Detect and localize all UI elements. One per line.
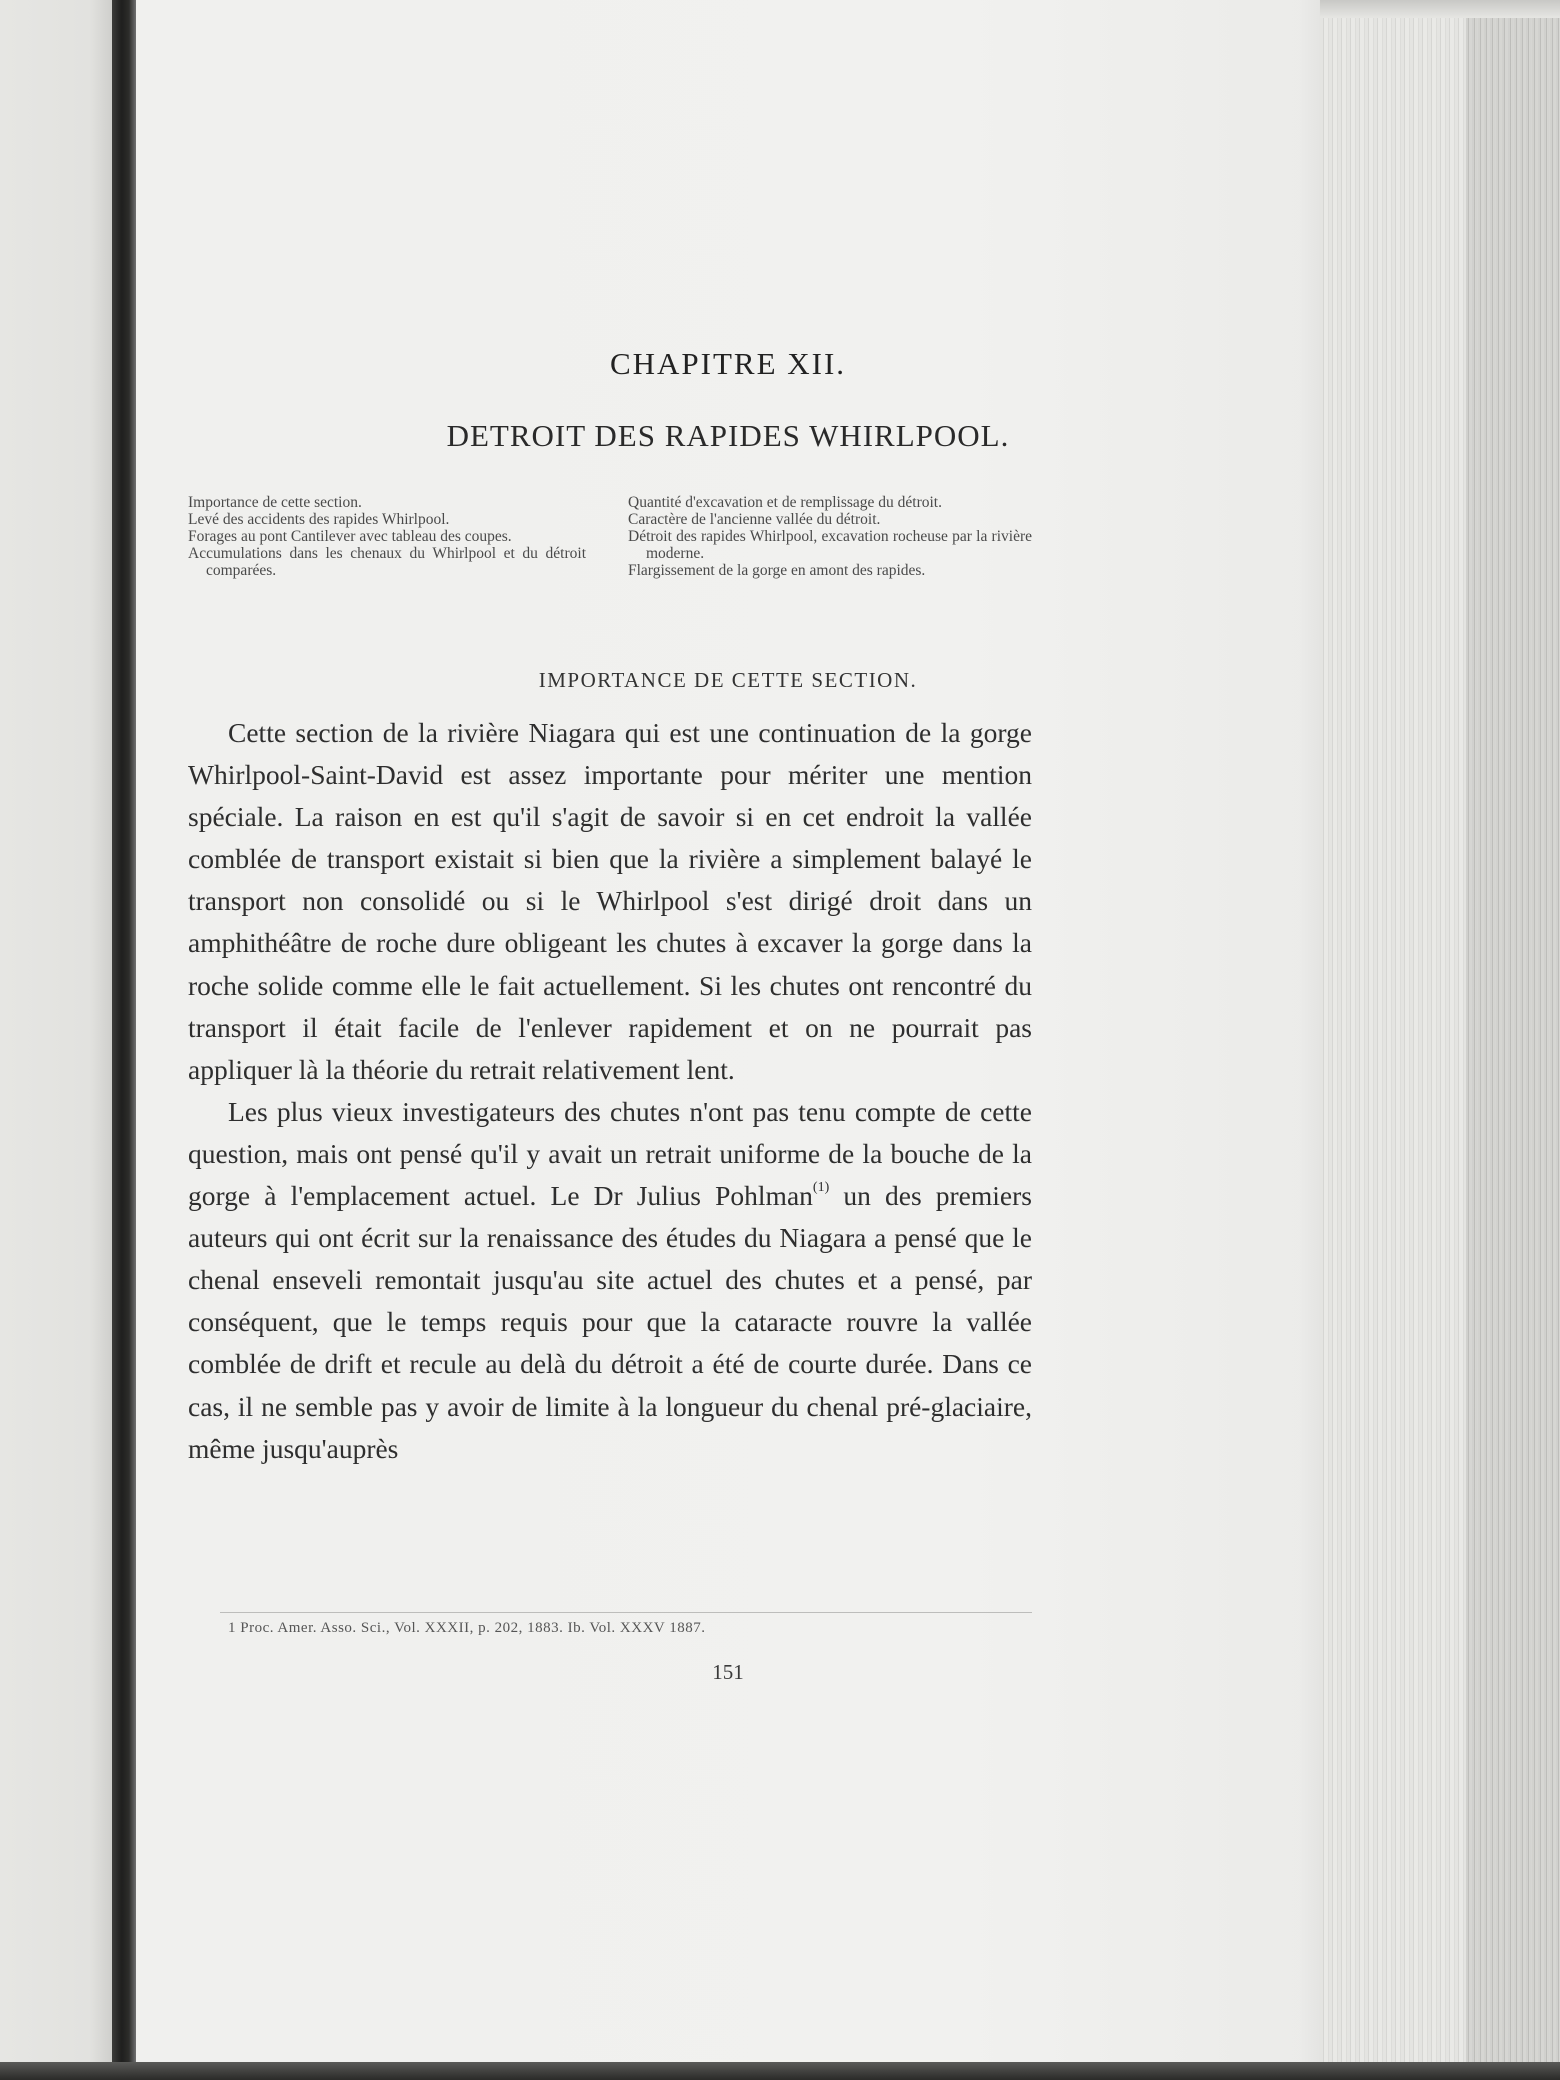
summary-item: Flargissement de la gorge en amont des rapides. xyxy=(628,562,926,579)
footnote-rule xyxy=(220,1612,1032,1613)
page-stack-top xyxy=(1320,0,1560,18)
paragraph: Cette section de la rivière Niagara qui est une continuation de la gorge Whirlpool-Saint-David est assez importante pour mériter une mention spéciale. La raison en est qu'il s'agit de savoir si en cet endroit la vallée comblée de transport existait si bien que la rivière a simplement balayé le transport non consolidé ou si le Whirlpool s'est dirigé droit dans un amphithéâtre de roche dure obligeant les chutes à excaver la gorge dans la roche solide comme elle le fait actuellement. Si les chutes ont rencontré du transport il était facile de l'enlever rapidement et on ne pourrait pas appliquer là la théorie du retrait relativement lent. xyxy=(188,717,1032,1085)
summary-item: Accumulations dans les chenaux du Whirlpool et du détroit comparées. xyxy=(188,545,586,579)
body-text xyxy=(188,712,1032,1470)
chapter-title: DETROIT DES RAPIDES WHIRLPOOL. xyxy=(446,418,1010,453)
paragraph xyxy=(188,1091,1032,1470)
summary-item: Importance de cette section. xyxy=(188,494,362,511)
scan-bottom-border xyxy=(0,2062,1560,2080)
page-stack-shadow xyxy=(1466,0,1560,2080)
section-heading: IMPORTANCE DE CETTE SECTION. xyxy=(538,668,918,692)
chapter-heading: CHAPITRE XII. xyxy=(609,346,847,381)
footnote: 1 Proc. Amer. Asso. Sci., Vol. XXXII, p. 202, 1883. Ib. Vol. XXXV 1887. xyxy=(228,1620,706,1636)
chapter-summary-right xyxy=(628,494,1032,579)
summary-item: Détroit des rapides Whirlpool, excavation rocheuse par la rivière moderne. xyxy=(628,528,1032,562)
chapter-summary-left xyxy=(188,494,586,579)
paragraph-text: Les plus vieux investigateurs des chutes n'ont pas tenu compte de cette question, mais ont pensé qu'il y avait un retrait uniforme de la bouche de la gorge à l'emplacement actuel. Le Dr Julius Pohlman xyxy=(188,1095,1032,1212)
left-page-edge xyxy=(0,0,112,2080)
footnote-marker: (1) xyxy=(812,1180,830,1196)
paragraph-text: un des premiers auteurs qui ont écrit sur la renaissance des études du Niagara a pensé que le chenal enseveli remontait jusqu'au site actuel des chutes et a pensé, par conséquent, que le temps requis pour que la cataracte rouvre la vallée comblée de drift et recule au delà du détroit a été de courte durée. Dans ce cas, il ne semble pas y avoir de limite à la longueur du chenal pré-glaciaire, même jusqu'auprès xyxy=(188,1180,1032,1464)
summary-item: Forages au pont Cantilever avec tableau des coupes. xyxy=(188,528,512,545)
book-gutter xyxy=(112,0,136,2080)
page-number: 151 xyxy=(712,1660,744,1684)
summary-item: Caractère de l'ancienne vallée du détroit. xyxy=(628,511,881,528)
summary-item: Quantité d'excavation et de remplissage du détroit. xyxy=(628,494,942,511)
summary-item: Levé des accidents des rapides Whirlpool. xyxy=(188,511,450,528)
